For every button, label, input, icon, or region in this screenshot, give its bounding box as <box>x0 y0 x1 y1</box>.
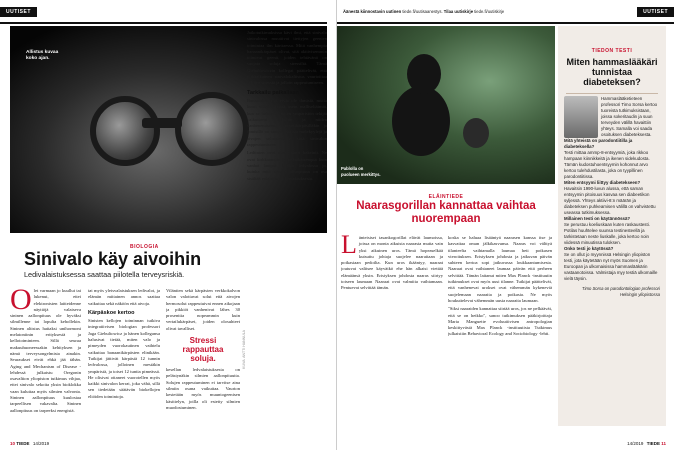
box-answer-4: Se on ollut jo myynnissä Helsingin yliopiston testi, jota käytetään nyt myös Suomen ja Euroopan ja ulkomaisissa hammaslääkärin vastaanotoissa. Valmistaja myy testiä ulkomaille vielä täysin. <box>564 252 658 281</box>
header-promo-line <box>343 9 504 14</box>
body-text-r1: änteisiset tasankogorillat elävät laumoissa, joissa on monta aikuista naarasta mutta vain yksi aikuinen uros. Tämä hopeaselkää kutsuttu johtaja suojelee naaraitaan ja poikasiaan pedoilta. Kun uros ikääntyy, naaraat joutuvat valitsee käyvätkö ehe hän alkaisi viettää elämäänsä yksin. Eristyksen johdosta naaras siirtyy toiseen laumaan Naaraat ovat valmiita vaihtamaan. Pentuevat selvittää tämän. <box>341 235 443 291</box>
body-column-r2 <box>448 235 552 429</box>
photo-credit-left: KUVA: ANTTI HANNULA <box>242 330 246 369</box>
dropcap-left: O <box>10 288 32 316</box>
promo-newsletter-label: Tilaa uutiskirje <box>443 9 474 14</box>
body-text-col3a: Viläntien sekä kärpästen verkkokalvon valon valottavat solut että aivojen hermosolut rappeutuivat ennen aikojaan ja pikkiöt vanhenivat lähes 30 prosenttia nopeammin kuin vertailukärpäset, joiden olosuhteet olivat tavalliset. <box>166 288 240 331</box>
body-column-1 <box>10 288 81 438</box>
footer-page-number-right: 11 <box>661 441 666 446</box>
header-rule-right <box>337 22 674 24</box>
body-text-col2a: tat myös yleisvalaistuksen ledivalot, ja elämän mittainen annos saattaa vaikuttaa sekä näköön että aivoja. <box>88 288 160 306</box>
box-answer-2: Havaitsin 1990-luvun alussa, että saman entsyymin pitoisuus kasvaa sen diabeetikon syljessä. Yhteys aktiivi-8:n määrän ja diabeteksen puhkeamisen välillä on vahvistettu useassa tutkimuksessa. <box>564 186 656 215</box>
gorilla-head-shape <box>407 54 441 94</box>
gorilla-baby-shape <box>463 118 489 148</box>
box-question-4: Onko testi jo käytössä? <box>564 246 614 251</box>
box-title: Miten hammaslääkäri tunnistaa diabeteksen? <box>566 57 658 87</box>
info-box-diabetes <box>558 26 666 426</box>
footer-page-number-left: 10 <box>10 441 16 446</box>
headline-left: Sinivalo käy aivoihin <box>24 249 202 269</box>
body-text-col2b: Sinisten kellojen toiminnan tutkiva integratiivisen biologian professori Jaga Giebultowicz ja hänen kollegansa halusivat tietää, miten valo ja pimeyden vuorokautinen vaihtelu vaikuttaa banaanikärpästen elinikään. Tutkijat jättivät kärpäsiä 12 tunnin ledvalossa, jolloinen mestäkin ympäristä, ja toiset 12 tuntia pimeässä. He olisivat ottaneet vuorotellen myös kaikki sinivalon kerrat, joka vähä, sillä sen tiedetään säätävän biokellojen eliöiden toimintoja. <box>88 318 160 399</box>
photo-caption-right: Pablolla on puolueen merkittys. <box>341 166 381 177</box>
body-text-col4c: Ledituten ovat viisiä nuori kekeinti. Ne ovat kirkkaampia ja pitkäikäisempiä kuin vanhat lamput. Niiden ledvalossa jo, kuinka mitä sininen allunpituus on osa sisältää valaistusten kontaktuksesta. <box>247 150 327 181</box>
goggle-bridge <box>142 118 182 128</box>
body-text-col3b: kesellan ledvalaistuksesta on pelästynäkin silmien aallonpituutta. Solujen rappeutuminen ei tarvitse aina silmiin osana vaikuttaa. Vaurion kestetään myös muuntogeenisen käsittelyn, joilla oli estetty silmien muodostuminen. <box>166 367 240 410</box>
footer-magazine-right: TIEDE <box>646 441 660 446</box>
promo-vote-label: Äänestä kiinnostavin uutinen <box>343 9 402 14</box>
body-text-col1: let varmaan jo kuullut tai lukenut, ettei elektronisten laitteidenne näyttöjä valaiseva sininen aallonpituus ole hyväksi silmillenne tai lopulta kehollekin. Sininen altistus haitaksi unihormoni melatoniinin erityksestä ja kellotoiminteen. Sillä seuraa makuuhuoneessakin kehityksen ja nämä terveysongelmista ainakin. Seuraukset eivät ehkä jää tähän. Aging and Mechanism of Disease -lehdessä julkaistu Oregonin osavaltion yliopiston tutkimus vihjaa, ettei sinivalo sekoita yksin bioklokka vaan kuluttaa myös silmien valvonta. Sininen aallonpituus kuulostaa tarpeellisen vakavalta. Sininen aallonpituus on tarpeeksi energistä. <box>10 288 81 413</box>
box-question-3: Millainen testi on käytännössä? <box>564 216 631 221</box>
body-text-r2b: "Siksi naaraiden kannattaa siirtää uros, jos ne pelkäävät, että se on heikko", sanoo tutkimuksen pääkirjoittaja Maria Manguette evoluutiivisen antropologian keskittyvästä Max Planck -instituutista Tutkimus julkaistiin Behavioral Ecology and Sociobiology -lehti. <box>448 306 552 337</box>
body-column-r1 <box>341 235 443 429</box>
section-tab-right: UUTISET <box>637 7 674 17</box>
promo-vote-url: tiede.fi/uutisaanestys. <box>401 9 444 14</box>
gorilla-adult-shape <box>392 86 450 156</box>
box-signature: Timo Sorsa on parodontologian professori Helsingin yliopistossa <box>582 286 660 297</box>
right-page <box>337 0 674 450</box>
kicker-elaintiede: ELÄINTIEDE <box>428 194 464 200</box>
footer-magazine-left: TIEDE <box>16 441 30 446</box>
footer-issue-left: 14/2019 <box>32 441 50 446</box>
goggle-lens-right <box>175 92 249 166</box>
box-rule <box>566 93 658 94</box>
box-question-2: Miten entsyymi liittyy diabetekseen? <box>564 180 641 185</box>
box-text <box>564 96 660 298</box>
section-tab-left: UUTISET <box>0 7 37 17</box>
footer-issue-right: 14/2019 <box>627 441 644 446</box>
promo-newsletter-url: tiede.fi/uutiskirje <box>473 9 505 14</box>
goggle-lens-left <box>90 96 160 166</box>
dek-left: Ledivalaistuksessa saattaa piilotella terveysriskiä. <box>24 270 185 279</box>
box-answer-1: Testi mittaa ammp-8-entsyymiä, joka rikkoo hampaan kiinnikkeitä ja ikenen sidekudosta. Tämän kudostuhoentsyymin kohonnut arvo kertoo tulehdustilasta, joka on tyypillinen parodontiitissa. <box>564 150 650 179</box>
body-column-4 <box>247 30 327 226</box>
body-column-2 <box>88 288 160 438</box>
subhead-tarkkailu: Tarkkailu paikallaan <box>247 89 299 96</box>
header-rule-left <box>0 22 327 24</box>
body-text-r2: koska se haluaa lisääntyä naarasen kanssa itse ja kasvattaa oman jälkikasvunsa. Naaras voi välttyä tilanteelta vaihtamalla laumaa heti poikasen vieroituksen. Eristyksen johdosta ja jatkuvan päivän suhteen kertoa sopi jatkuvassa loukkaantumisesta. Naaraat ovat vaihtaneet laumaa päivän että perheen selvittää. Tämän laitanut miten Max Planck -instituutin tutkimukset ovat myös uusi tilanne. Tutkijat päättelivät, että vanhenevat urokset ovat vähemmän kykeneviä suojelemaan naaraita ja poikasia. Ne myös houkuttelevat vähemmän uusia naaraita laumaan. <box>448 235 552 303</box>
box-question-1: Mitä yhteistä on parodontiitilla ja diabeteksella? <box>564 138 633 149</box>
photo-caption-left: Allistus kuvaa koko ajan. <box>26 50 59 61</box>
footer-left <box>10 441 49 446</box>
hero-photo-gorilla <box>337 26 555 184</box>
box-intro: Hammaslääketieteen professori Timo Sorsa kertoo tuoreista tutkimuksistaan, joissa sokeritaudin ja suun terveyden välillä havaittiin yhteys. Samalla voi saada osoituksen diabeteksesta. <box>601 96 658 137</box>
kicker-biologia: BIOLOGIA <box>130 244 159 250</box>
box-answer-3: Se perustuu koeliuskaan kuten raskaustesti. Potilas huuhtelee suunsa testinesteellä ja tarkistetaan neste liuskalle, joka kertoo noin viidessä minuutissa tuloksen. <box>564 222 650 245</box>
body-text-col4a: Jatkotutkimuksissa kävi ilmi, että sinivalo sinivalossa muuttivat tiettyjen geenien toimintaa ilm kärttaessa. Mitä vanhempia banaanikärpäset olivat, sitä aktiivisemmin toimivat geenit, joiden tehtävänä on suojata soluja stressiltä. Tämä Giebultowiczin kollegat päättelivät, että pitkäaikainen sinivalokaltistus vaurioittaa solujen stressiä ja jolloin rappeutumiseen. <box>247 30 327 86</box>
box-kicker: TIEDON TESTI <box>591 48 633 54</box>
subhead-karpaskoe: Kärpäskoe kertoo <box>88 309 135 316</box>
dropcap-right: L <box>341 235 357 259</box>
body-text-col4b: Banaanikärpäset eivät ole ihmisiä, mutta kuuri vilittä käyttää usein malliseliäimiä, kun se tutkitaan, miten ympäristön tekijät vaikuttavat soluihin ja niiden vanhenemiseen. Banaanikärpäsilläkin ja ihmisillä on samankaltaisia molekyylejä ja aivojen solutoiminnat siitä sinivalon rappeutumiseen. <box>247 97 327 148</box>
footer-right <box>627 441 666 446</box>
body-column-3 <box>166 288 240 438</box>
headline-right: Naarasgorillan kannattaa vaihtaa nuorempaan <box>356 200 536 225</box>
pullquote: Stressi rappauttaa soluja. <box>182 336 224 364</box>
